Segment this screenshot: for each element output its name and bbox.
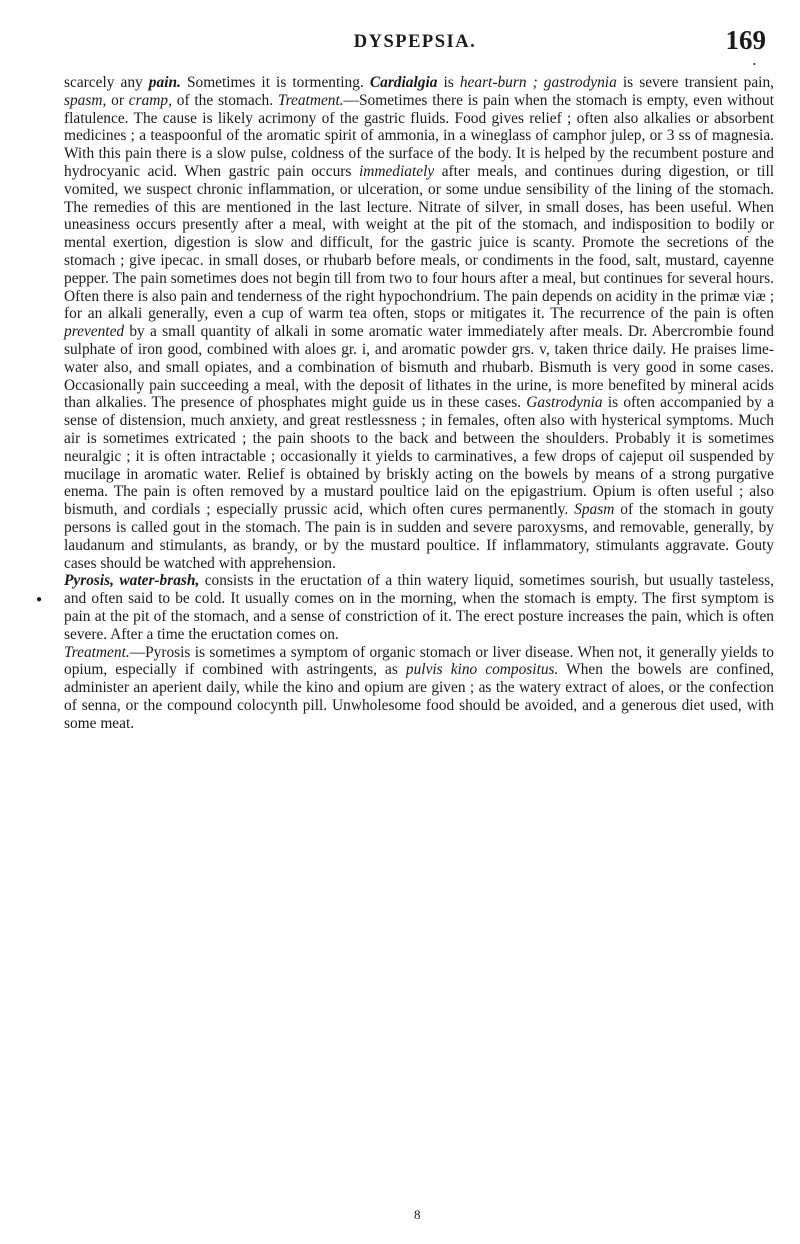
text-run: scarcely any [64, 74, 149, 91]
text-run: Gastrodynia [526, 394, 603, 412]
text-run: is often accompanied by a sense of distension, much anxiety, and great restlessness ; in females, often also with hysterical symptoms. Much air is sometimes extricated ; the pain shoots to the back and between the shoulders. Probably it is sometimes neuralgic ; it is often intractable ; occasionally it yields to carminatives, a few drops of cajeput oil suspended by mucilage in aromatic water. Relief is obtained by briskly acting on the bowels by means of a strong purgative enema. The pain is often removed by a mustard poultice laid on the epigastrium. Opium is often useful ; also bismuth, and cordials ; especially prussic acid, which often cures permanently. [64, 394, 774, 519]
text-run: Treatment. [64, 643, 130, 661]
text-run: pain. [148, 74, 181, 91]
text-run: prevented [64, 323, 125, 341]
running-head [58, 25, 772, 62]
page-number: 169 [725, 25, 766, 55]
text-run: after meals, and continues during digestion, or till vomited, we suspect chronic inflammation, or ulceration, or some undue sensibility of the lining of the stomach. The remedies of this are mentioned in the last lecture. Nitrate of silver, in small doses, has been useful. When uneasiness occurs presently after a meal, with weight at the pit of the stomach, and indisposition to bodily or mental exertion, digestion is slow and difficult, for the gastric juice is scanty. Promote the secretions of the stomach ; give ipecac. in small doses, or rhubarb before meals, or condiments in the food, salt, mustard, cayenne pepper. The pain sometimes does not begin till from two to four hours after a meal, but continues for several hours. Often there is also pain and tenderness of the right hypochondrium. The pain depends on acidity in the primæ viæ ; for an alkali generally, even a cup of warm tea often, stops or mitigates it. The recurrence of the pain is often [64, 162, 775, 323]
margin-bullet-mark: ● [36, 594, 43, 605]
text-run: heart-burn ; gastrodynia [459, 74, 617, 91]
ink-speck: • [753, 60, 756, 69]
text-run: is [437, 74, 460, 91]
text-run: Treatment. [277, 91, 344, 109]
text-run: is severe transient pain, [616, 74, 774, 91]
text-run: Cardialgia [369, 74, 438, 91]
paragraph-pyrosis-treatment [64, 644, 774, 733]
text-run: Spasm [574, 501, 615, 519]
text-run: by a small quantity of alkali in some aromatic water immediately after meals. Dr. Abercrombie found sulphate of iron good, combined with aloes gr. i, and aromatic powder grs. v, taken thrice daily. He praises lime-water also, and small opiates, and a combination of bismuth and rhubarb. Bismuth is very good in some cases. Occasionally pain succeeding a meal, with the deposit of lithates in the urine, is more benefited by mineral acids than alkalies. The presence of phosphates might guide us in these cases. [64, 323, 774, 412]
text-run: immediately [358, 162, 435, 180]
page-title: DYSPEPSIA. [353, 32, 477, 52]
text-run: —Sometimes there is pain when the stomach is empty, even without flatulence. The cause is likely acrimony of the gastric fluids. Food gives relief ; often also alkalies or absorbent medicines ; a teaspoonful of the aromatic spirit of ammonia, in a wineglass of camphor julep, or 3 ss of magnesia. With this pain there is a slow pulse, coldness of the surface of the body. It is helped by the recumbent posture and hydrocyanic acid. When gastric pain occurs [64, 91, 774, 180]
text-run: or [106, 91, 129, 109]
text-run: consists in the eructation of a thin watery liquid, sometimes sourish, but usually tasteless, and often said to be cold. It usually comes on in the morning, when the stomach is empty. The first symptom is pain at the pit of the stomach, and a sense of constriction of it. The erect posture increases the pain, which is often severe. After a time the eructation comes on. [64, 572, 774, 643]
text-run: cramp, [128, 91, 172, 109]
text-run: —Pyrosis is sometimes a symptom of organic stomach or liver disease. When not, it generally yields to opium, especially if combined with astringents, as [64, 643, 774, 679]
text-run: When the bowels are confined, administer an aperient daily, while the kino and opium are given ; as the watery extract of aloes, or the confection of senna, or the compound colocynth pill. Unwholesome food should be avoided, and a generous diet used, with some meat. [64, 661, 775, 732]
text-run: spasm, [64, 91, 107, 109]
text-run: Sometimes it is tormenting. [180, 74, 370, 91]
text-run: of the stomach in gouty persons is called gout in the stomach. The pain is in sudden and severe paroxysms, and removable, generally, by laudanum and stimulants, as brandy, or by the mustard poultice. If inflammatory, stimulants aggravate. Gouty cases should be watched with apprehension. [64, 501, 774, 572]
paragraph-dyspepsia-pain [64, 74, 774, 572]
text-run: Pyrosis, water-brash, [64, 572, 200, 590]
signature-mark: 8 [414, 1207, 421, 1222]
text-run: of the stomach. [171, 91, 278, 109]
body-text [64, 74, 774, 732]
paragraph-pyrosis [64, 572, 774, 643]
text-run: pulvis kino compositus. [405, 661, 559, 679]
